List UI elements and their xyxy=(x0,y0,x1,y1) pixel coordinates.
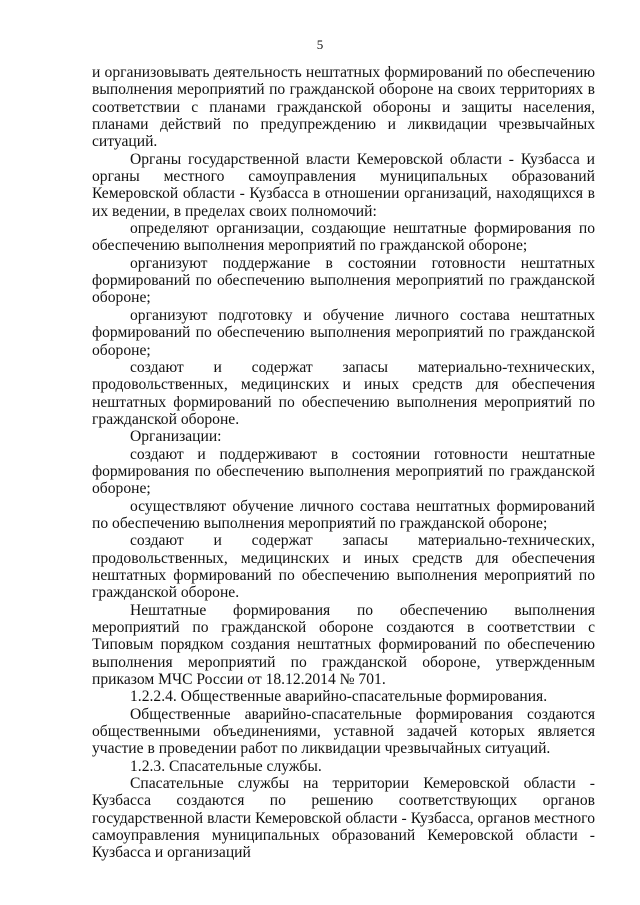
section-heading-1-2-2-4: 1.2.2.4. Общественные аварийно-спасательные формирования. xyxy=(130,688,548,706)
paragraph-rescue-services: Спасательные службы на территории Кемеровской области - Кузбасса создаются по решению соответствующих органов государственной власти Кемеровской области - Кузбасса, органов местного самоуправления муниципальных образований Кемеровской области - Кузбасса и организаций xyxy=(92,775,595,862)
paragraph-standard-order: Нештатные формирования по обеспечению выполнения мероприятий по гражданской обороне создаются в соответствии с Типовым порядком создания нештатных формирований по обеспечению выполнения мероприятий по гражданской обороне, утвержденным приказом МЧС России от 18.12.2014 № 701. xyxy=(92,601,595,689)
paragraph-organizations: Организации: xyxy=(130,428,222,446)
paragraph-list-item: создают и содержат запасы материально-технических, продовольственных, медицинских и иных средств для обеспечения нештатных формирований по обеспечению выполнения мероприятий по гражданской обороне. xyxy=(92,358,595,428)
document-body xyxy=(92,64,595,862)
paragraph-list-item: создают и поддерживают в состоянии готовности нештатные формирования по обеспечению выполнения мероприятий по гражданской обороне; xyxy=(92,445,595,498)
paragraph-list-item: создают и содержат запасы материально-технических, продовольственных, медицинских и иных средств для обеспечения нештатных формирований по обеспечению выполнения мероприятий по гражданской обороне. xyxy=(92,532,595,602)
page-number: 5 xyxy=(316,37,324,52)
paragraph-list-item: осуществляют обучение личного состава нештатных формирований по обеспечению выполнения мероприятий по гражданской обороне; xyxy=(92,497,595,532)
paragraph-list-item: организуют поддержание в состоянии готовности нештатных формирований по обеспечению выполнения мероприятий по гражданской обороне; xyxy=(92,254,595,307)
paragraph-list-item: организуют подготовку и обучение личного состава нештатных формирований по обеспечению выполнения мероприятий по гражданской обороне; xyxy=(92,306,595,359)
paragraph-continuation: и организовывать деятельность нештатных формирований по обеспечению выполнения мероприятий по гражданской обороне на своих территориях в соответствии с планами гражданской обороны и защиты населения, планами действий по предупреждению и ликвидации чрезвычайных ситуаций. xyxy=(92,64,595,151)
paragraph-authorities: Органы государственной власти Кемеровской области - Кузбасса и органы местного самоуправления муниципальных образований Кемеровской области - Кузбасса в отношении организаций, находящихся в их ведении, в пределах своих полномочий: xyxy=(92,150,595,220)
section-heading-1-2-3: 1.2.3. Спасательные службы. xyxy=(130,757,322,775)
paragraph-public-rescue: Общественные аварийно-спасательные формирования создаются общественными объединениями, уставной задачей которых является участие в проведении работ по ликвидации чрезвычайных ситуаций. xyxy=(92,705,595,758)
paragraph-list-item: определяют организации, создающие нештатные формирования по обеспечению выполнения мероприятий по гражданской обороне; xyxy=(92,220,595,255)
